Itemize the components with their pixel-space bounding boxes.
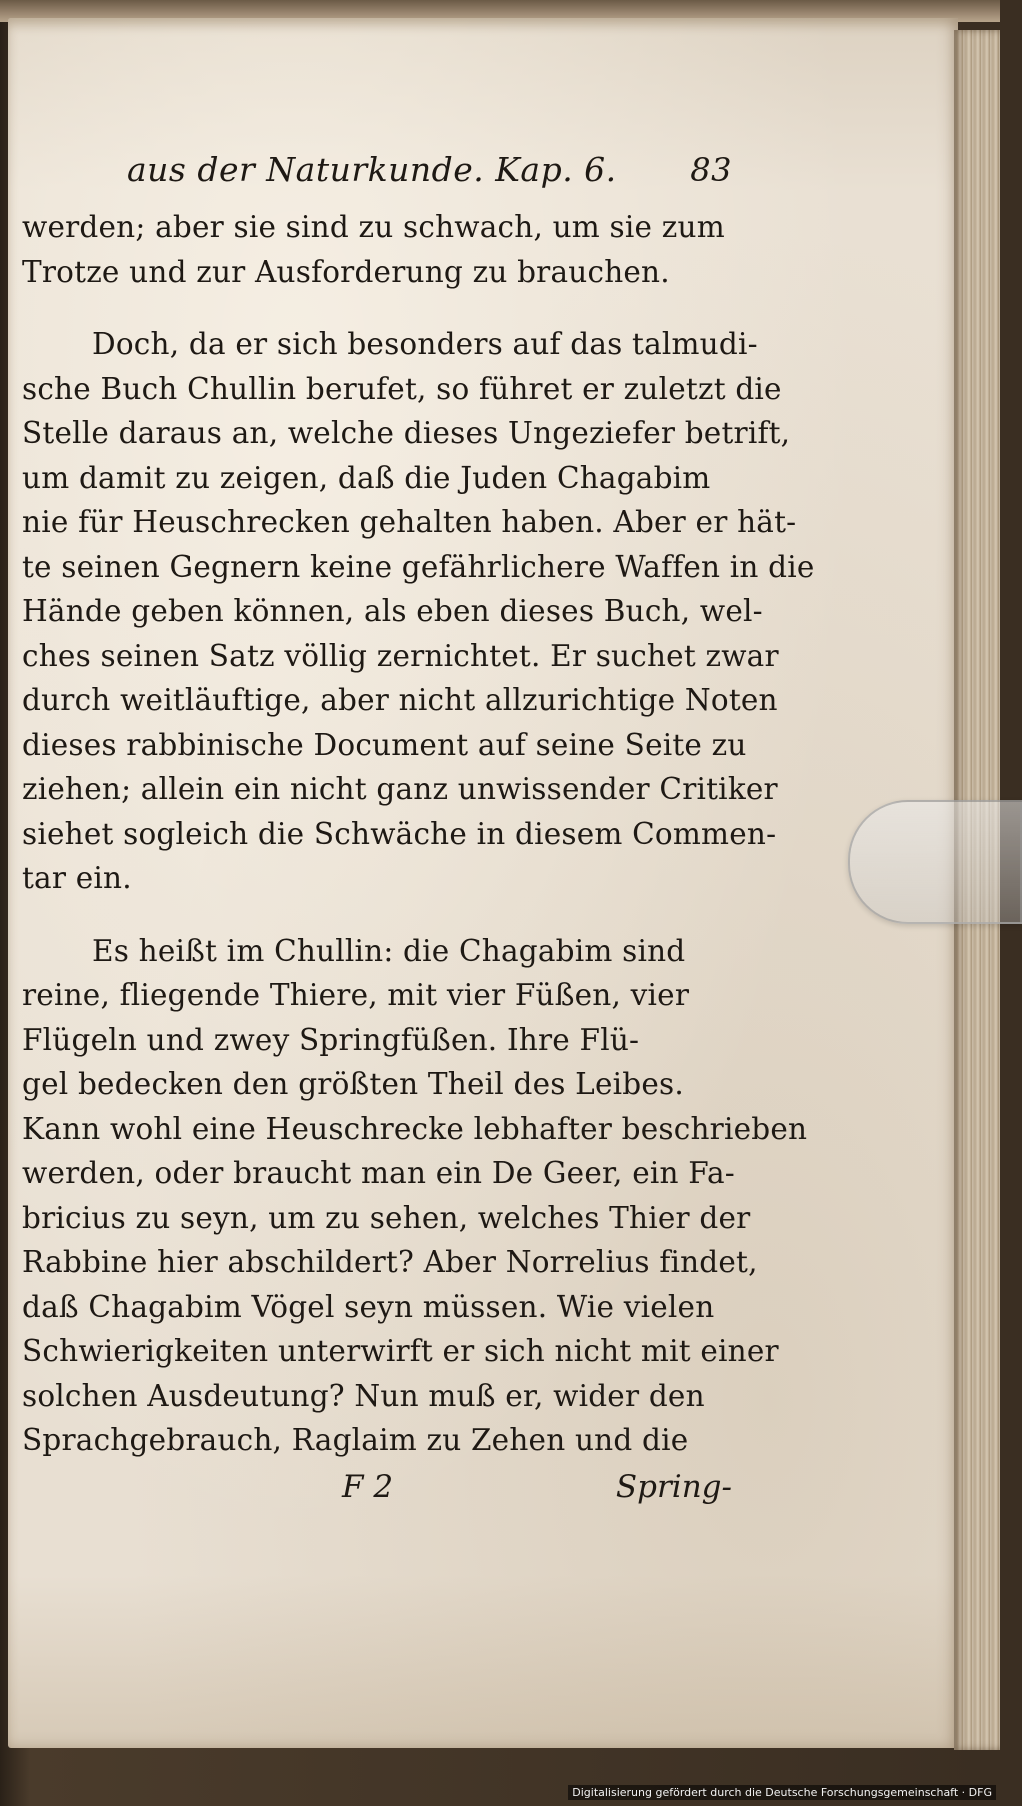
text-line: durch weitläuftige, aber nicht allzurichtige Noten — [22, 683, 778, 717]
running-title: aus der Naturkunde. Kap. 6. — [127, 150, 617, 189]
text-line: Es heißt im Chullin: die Chagabim sind — [92, 933, 686, 968]
digitization-credit: Digitalisierung gefördert durch die Deutsche Forschungsgemeinschaft · DFG — [568, 1785, 996, 1800]
paragraph-3 — [22, 929, 808, 1463]
paragraph-gap — [22, 294, 732, 322]
paragraph-gap — [22, 901, 732, 929]
text-line: ziehen; allein ein nicht ganz unwissender Critiker — [22, 772, 778, 806]
catchword: Spring- — [615, 1468, 732, 1505]
text-line: gel bedecken den größten Theil des Leibes. — [22, 1067, 684, 1101]
page-footer — [22, 1465, 732, 1509]
text-line: dieses rabbinische Document auf seine Seite zu — [22, 727, 747, 762]
text-line: nie für Heuschrecken gehalten haben. Aber er hät- — [22, 505, 797, 539]
plastic-clip — [848, 800, 1022, 924]
text-line: Sprachgebrauch, Raglaim zu Zehen und die — [22, 1423, 689, 1457]
page-number: 83 — [690, 151, 732, 189]
text-line: solchen Ausdeutung? Nun muß er, wider den — [22, 1378, 705, 1413]
page-header — [22, 150, 732, 189]
text-line: ches seinen Satz völlig zernichtet. Er suchet zwar — [22, 638, 779, 673]
text-line: sche Buch Chullin berufet, so führet er zuletzt die — [22, 371, 782, 406]
text-line: um damit zu zeigen, daß die Juden Chagabim — [22, 460, 711, 495]
text-line: werden, oder braucht man ein De Geer, ein Fa- — [22, 1156, 735, 1190]
text-line: Rabbine hier abschildert? Aber Norrelius findet, — [22, 1245, 758, 1279]
paragraph-2 — [22, 322, 815, 901]
text-line: Kann wohl eine Heuschrecke lebhafter beschrieben — [22, 1111, 808, 1146]
text-line: Hände geben können, als eben dieses Buch, wel- — [22, 594, 763, 628]
text-line: bricius zu seyn, um zu sehen, welches Thier der — [22, 1200, 751, 1235]
text-line: werden; aber sie sind zu schwach, um sie zum — [22, 210, 725, 244]
text-line: Stelle daraus an, welche dieses Ungeziefer betrift, — [22, 416, 791, 450]
text-line: Schwierigkeiten unterwirft er sich nicht mit einer — [22, 1334, 779, 1368]
text-line: daß Chagabim Vögel seyn müssen. Wie vielen — [22, 1289, 715, 1324]
text-line: siehet sogleich die Schwäche in diesem Commen- — [22, 816, 777, 851]
text-line: tar ein. — [22, 861, 132, 895]
text-line: Doch, da er sich besonders auf das talmudi- — [92, 327, 758, 361]
text-line: reine, fliegende Thiere, mit vier Füßen, vier — [22, 978, 690, 1012]
text-line: Flügeln und zwey Springfüßen. Ihre Flü- — [22, 1022, 640, 1057]
text-line: te seinen Gegnern keine gefährlichere Waffen in die — [22, 549, 815, 584]
paragraph-1 — [22, 205, 732, 294]
text-line: Trotze und zur Ausforderung zu brauchen. — [22, 254, 670, 289]
signature-mark: F 2 — [342, 1468, 394, 1505]
page-text — [22, 150, 815, 1509]
